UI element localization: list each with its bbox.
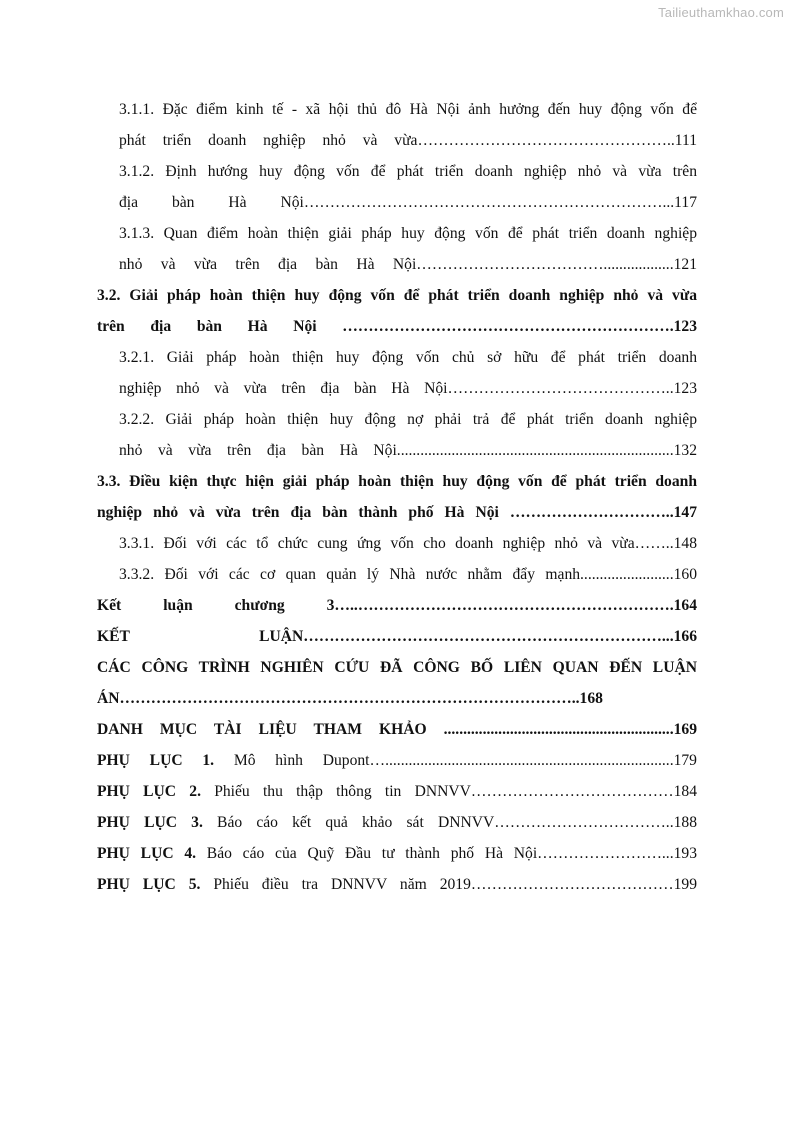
toc-entry-3-1-2[interactable] xyxy=(119,156,697,218)
toc-entry-text-cont: nghiệp nhỏ và vừa trên địa bàn Hà Nội……………………………………..123 xyxy=(119,380,697,397)
toc-entry-text-cont: trên địa bàn Hà Nội ……………………………………………………….123 xyxy=(97,318,697,335)
appendix-title: Phiếu điều tra DNNVV năm 2019…………………………………199 xyxy=(200,876,697,893)
toc-entry-3-2-2[interactable] xyxy=(119,404,697,466)
toc-entry-3-1-1[interactable] xyxy=(119,94,697,156)
toc-entry-appendix-5[interactable] xyxy=(97,869,697,900)
toc-entry-line xyxy=(97,745,697,776)
toc-entry-text: 3.3. Điều kiện thực hiện giải pháp hoàn thiện huy động vốn để phát triển doanh xyxy=(97,473,697,490)
toc-entry-3-1-3[interactable] xyxy=(119,218,697,280)
toc-entry-appendix-4[interactable] xyxy=(97,838,697,869)
toc-entry-text: KẾT LUẬN……………………………………………………………...166 xyxy=(97,628,697,645)
toc-entry-text: DANH MỤC TÀI LIỆU THAM KHẢO ...........................................................169 xyxy=(97,721,697,738)
appendix-label: PHỤ LỤC 4. xyxy=(97,845,197,862)
appendix-label: PHỤ LỤC 3. xyxy=(97,814,203,831)
appendix-title: Mô hình Dupont…..........................................................................179 xyxy=(214,752,697,769)
toc-entry-appendix-2[interactable] xyxy=(97,776,697,807)
toc-entry-text: Kết luận chương 3…..…………………………………………………….164 xyxy=(97,597,697,614)
toc-entry-line xyxy=(97,869,697,900)
toc-entry-line xyxy=(97,838,697,869)
appendix-label: PHỤ LỤC 1. xyxy=(97,752,215,769)
toc-entry-3-2[interactable] xyxy=(97,280,697,342)
toc-entry-appendix-1[interactable] xyxy=(97,745,697,776)
toc-entry-references[interactable] xyxy=(97,714,697,745)
toc-entry-text-cont: phát triển doanh nghiệp nhỏ và vừa…………………………………………..111 xyxy=(119,132,697,149)
toc-entry-text: 3.2.2. Giải pháp hoàn thiện huy động nợ phải trả để phát triển doanh nghiệp xyxy=(119,411,697,428)
appendix-label: PHỤ LỤC 5. xyxy=(97,876,201,893)
toc-entry-text: 3.3.2. Đối với các cơ quan quản lý Nhà nước nhằm đẩy mạnh........................160 xyxy=(119,566,697,583)
toc-entry-appendix-3[interactable] xyxy=(97,807,697,838)
toc-entry-publications[interactable] xyxy=(97,652,697,714)
toc-entry-3-3-2[interactable] xyxy=(119,559,697,590)
toc-entry-text: 3.2. Giải pháp hoàn thiện huy động vốn để phát triển doanh nghiệp nhỏ và vừa xyxy=(97,287,697,304)
toc-entry-3-3-1[interactable] xyxy=(119,528,697,559)
appendix-title: Báo cáo kết quả khảo sát DNNVV……………………………..188 xyxy=(202,814,697,831)
watermark-text: Tailieuthamkhao.com xyxy=(658,5,784,20)
toc-entry-3-2-1[interactable] xyxy=(119,342,697,404)
toc-entry-3-3[interactable] xyxy=(97,466,697,528)
toc-entry-text-cont: ÁN……………………………………………………………………………..168 xyxy=(97,690,603,707)
toc-entry-text: 3.2.1. Giải pháp hoàn thiện huy động vốn chủ sở hữu để phát triển doanh xyxy=(119,349,697,366)
toc-entry-text: 3.1.1. Đặc điểm kinh tế - xã hội thủ đô Hà Nội ảnh hưởng đến huy động vốn để xyxy=(119,101,697,118)
appendix-title: Báo cáo của Quỹ Đầu tư thành phố Hà Nội……………………...193 xyxy=(196,845,697,862)
toc-entry-chapter-3-conclusion[interactable] xyxy=(97,590,697,621)
toc-entry-text: CÁC CÔNG TRÌNH NGHIÊN CỨU ĐÃ CÔNG BỐ LIÊN QUAN ĐẾN LUẬN xyxy=(97,659,697,676)
toc-entry-text: 3.1.3. Quan điểm hoàn thiện giải pháp huy động vốn để phát triển doanh nghiệp xyxy=(119,225,697,242)
toc-entry-text-cont: nghiệp nhỏ và vừa trên địa bàn thành phố Hà Nội …………………………..147 xyxy=(97,504,697,521)
toc-entry-conclusion[interactable] xyxy=(97,621,697,652)
toc-entry-line xyxy=(97,807,697,838)
table-of-contents xyxy=(97,94,697,900)
toc-entry-text-cont: nhỏ và vừa trên địa bàn Hà Nội.......................................................................132 xyxy=(119,442,697,459)
toc-entry-text: 3.3.1. Đối với các tổ chức cung ứng vốn cho doanh nghiệp nhỏ và vừa……..148 xyxy=(119,535,697,552)
toc-entry-text-cont: địa bàn Hà Nội……………………………………………………………...117 xyxy=(119,194,697,211)
toc-entry-line xyxy=(97,776,697,807)
appendix-label: PHỤ LỤC 2. xyxy=(97,783,201,800)
appendix-title: Phiếu thu thập thông tin DNNVV…………………………………184 xyxy=(200,783,697,800)
toc-entry-text: 3.1.2. Định hướng huy động vốn để phát triển doanh nghiệp nhỏ và vừa trên xyxy=(119,163,697,180)
toc-entry-text-cont: nhỏ và vừa trên địa bàn Hà Nội………………………………..................121 xyxy=(119,256,697,273)
